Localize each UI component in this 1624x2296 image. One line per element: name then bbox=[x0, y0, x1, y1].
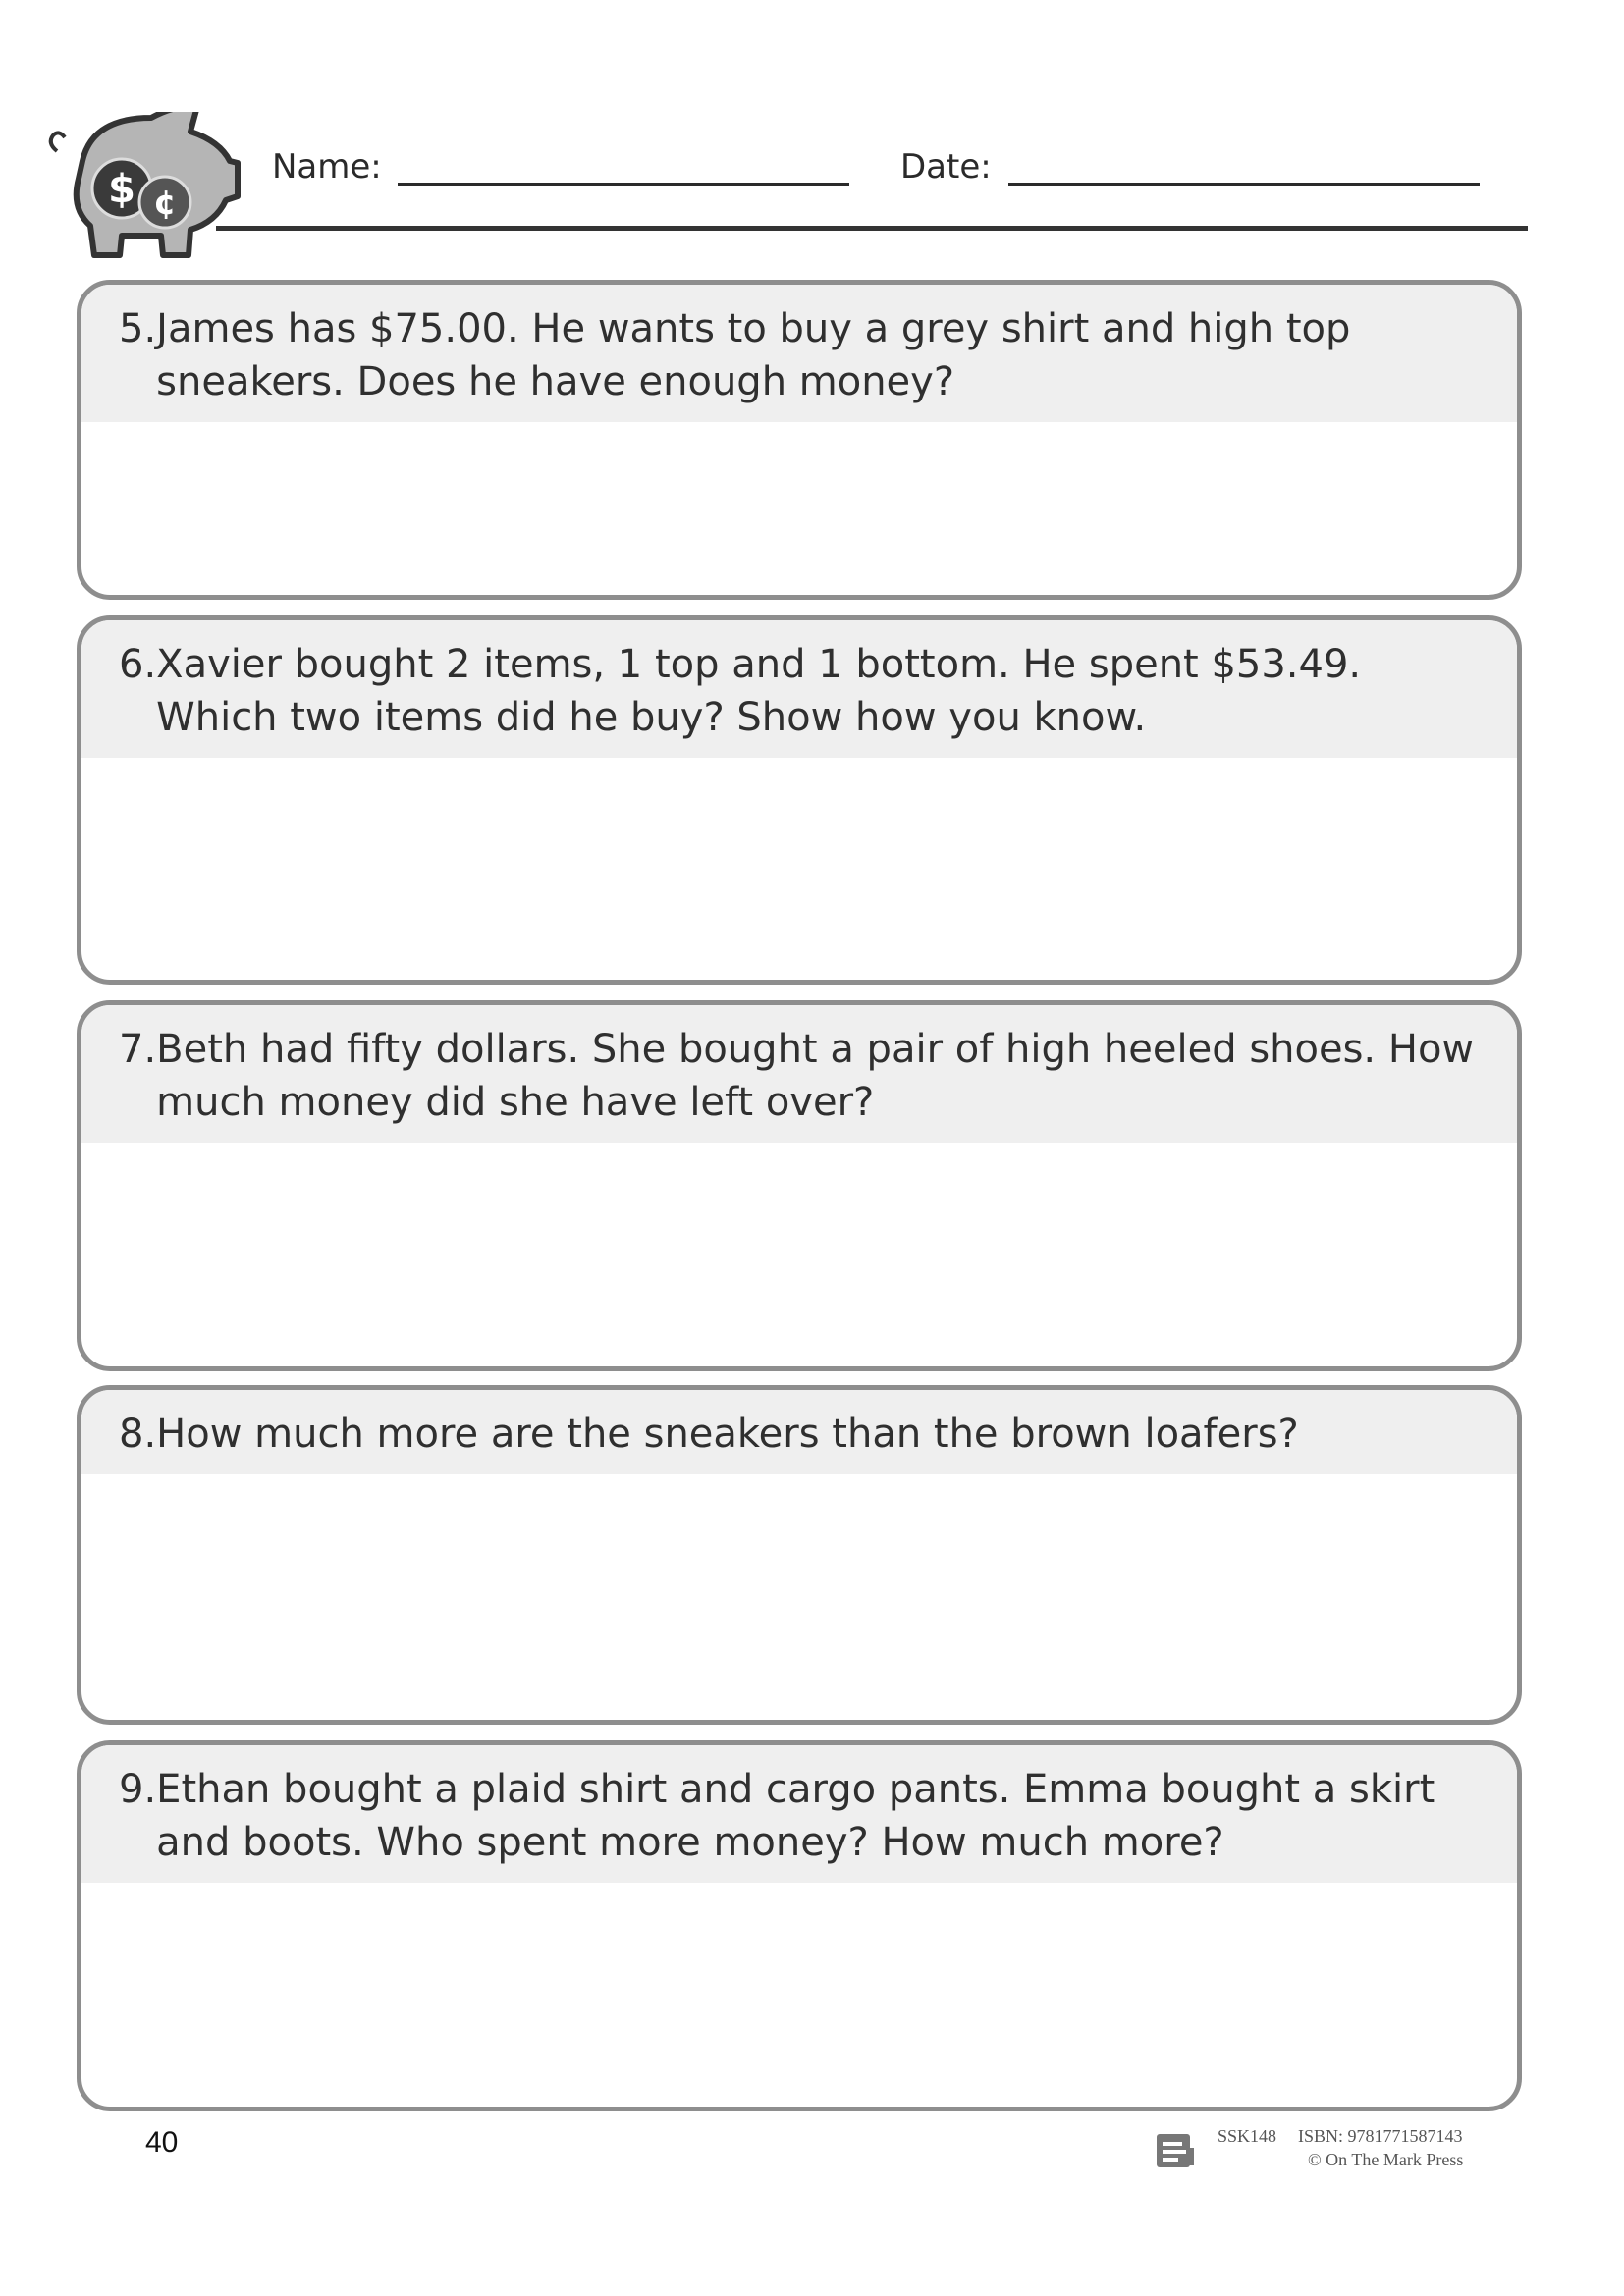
question-number: 7. bbox=[119, 1027, 157, 1072]
question-box-9 bbox=[77, 1740, 1522, 2111]
piggy-bank-icon bbox=[43, 112, 245, 269]
name-date-header bbox=[272, 147, 1526, 190]
name-field[interactable] bbox=[398, 183, 849, 186]
header-divider bbox=[216, 226, 1528, 231]
question-text: James has $75.00. He wants to buy a grey shirt and high top sneakers. Does he have enough money? bbox=[156, 306, 1351, 404]
question-text: Beth had fifty dollars. She bought a pair of high heeled shoes. How much money did she have left over? bbox=[156, 1027, 1475, 1125]
copyright: © On The Mark Press bbox=[1308, 2150, 1464, 2169]
question-text: How much more are the sneakers than the brown loafers? bbox=[156, 1412, 1299, 1457]
question-number: 9. bbox=[119, 1767, 157, 1812]
date-field[interactable] bbox=[1008, 183, 1480, 186]
book-stack-icon bbox=[1155, 2130, 1196, 2171]
question-prompt bbox=[81, 1745, 1517, 1883]
question-number: 8. bbox=[119, 1412, 157, 1457]
isbn: ISBN: 9781771587143 bbox=[1298, 2126, 1463, 2146]
page-number: 40 bbox=[145, 2126, 179, 2159]
question-box-8 bbox=[77, 1385, 1522, 1725]
question-text: Xavier bought 2 items, 1 top and 1 bottom. He spent $53.49. Which two items did he buy? Show how you know. bbox=[156, 642, 1362, 740]
question-prompt bbox=[81, 1390, 1517, 1474]
date-label: Date: bbox=[900, 147, 992, 187]
cent-symbol: ¢ bbox=[153, 184, 177, 223]
question-number: 6. bbox=[119, 642, 157, 687]
dollar-symbol: $ bbox=[108, 167, 135, 212]
question-box-5 bbox=[77, 280, 1522, 600]
question-box-7 bbox=[77, 1000, 1522, 1371]
question-prompt bbox=[81, 620, 1517, 758]
question-text: Ethan bought a plaid shirt and cargo pants. Emma bought a skirt and boots. Who spent more money? How much more? bbox=[156, 1767, 1435, 1865]
product-code: SSK148 bbox=[1218, 2126, 1277, 2146]
question-prompt bbox=[81, 285, 1517, 422]
name-label: Name: bbox=[272, 147, 382, 187]
question-number: 5. bbox=[119, 306, 157, 351]
question-prompt bbox=[81, 1005, 1517, 1143]
question-box-6 bbox=[77, 615, 1522, 985]
